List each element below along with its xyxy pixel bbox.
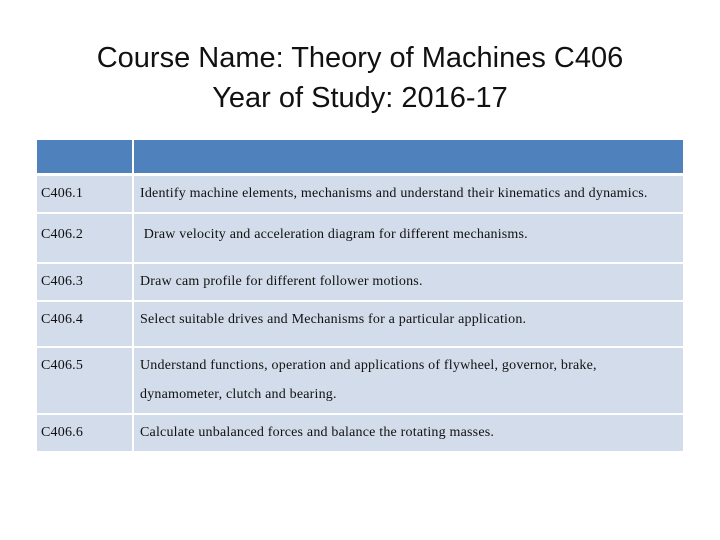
header-cell-description bbox=[133, 140, 683, 175]
course-outcomes-table bbox=[37, 140, 683, 453]
outcome-code: C406.6 bbox=[37, 414, 133, 452]
outcome-code: C406.2 bbox=[37, 213, 133, 263]
outcome-description: Identify machine elements, mechanisms and understand their kinematics and dynamics. bbox=[133, 175, 683, 214]
header-cell-code bbox=[37, 140, 133, 175]
table-row bbox=[37, 347, 683, 414]
outcome-description: Select suitable drives and Mechanisms for a particular application. bbox=[133, 301, 683, 347]
outcome-description: Understand functions, operation and applications of flywheel, governor, brake, dynamometer, clutch and bearing. bbox=[133, 347, 683, 414]
table-row bbox=[37, 263, 683, 301]
year-of-study-heading: Year of Study: 2016-17 bbox=[212, 82, 508, 114]
course-name-heading: Course Name: Theory of Machines C406 bbox=[96, 42, 624, 74]
table-row bbox=[37, 175, 683, 214]
table-row bbox=[37, 414, 683, 452]
outcome-code: C406.3 bbox=[37, 263, 133, 301]
outcome-code: C406.1 bbox=[37, 175, 133, 214]
outcome-description: Draw cam profile for different follower motions. bbox=[133, 263, 683, 301]
table-row bbox=[37, 301, 683, 347]
outcome-description: Calculate unbalanced forces and balance the rotating masses. bbox=[133, 414, 683, 452]
table-header-row bbox=[37, 140, 683, 175]
outcome-code: C406.4 bbox=[37, 301, 133, 347]
table-row bbox=[37, 213, 683, 263]
outcome-code: C406.5 bbox=[37, 347, 133, 414]
slide-title bbox=[0, 38, 720, 118]
outcome-description: Draw velocity and acceleration diagram for different mechanisms. bbox=[133, 213, 683, 263]
